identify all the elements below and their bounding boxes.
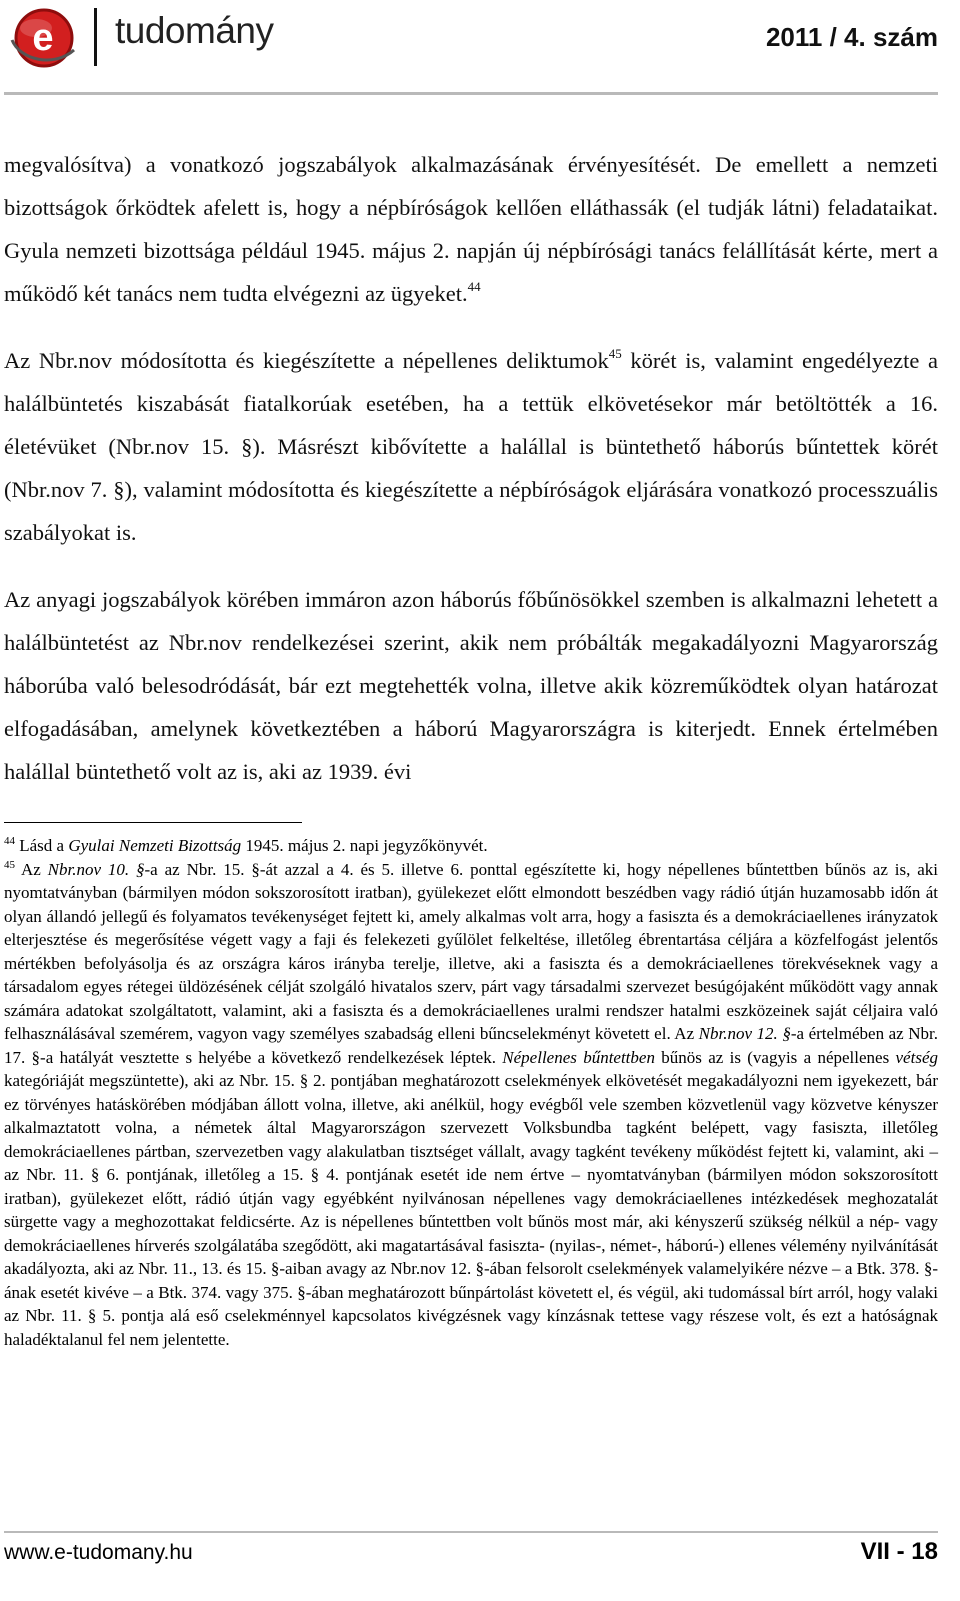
footnote-italic: Nbr.nov 12. § xyxy=(698,1024,791,1043)
footnote-45 xyxy=(4,858,938,1352)
paragraph xyxy=(4,578,938,793)
article-body xyxy=(4,143,938,817)
footnote-ref[interactable]: 45 xyxy=(608,346,622,361)
issue-number: 2011 / 4. szám xyxy=(765,22,938,52)
header-rule xyxy=(4,92,938,95)
footnote-italic: Népellenes bűntettben xyxy=(502,1047,655,1067)
paragraph-text: Az anyagi jogszabályok körében immáron azon háborús főbűnösökkel szemben is alkalmazni lehetett a halálbüntetést az Nbr.nov rendelkezései szerint, akik nem próbálták megakadályozni Magyarország háborúba való belesodródását, bár ezt megtehették volna, illetve akik közreműködtek olyan határozat elfogadásában, amelynek következtében a háború Magyarországra is kiterjedt. Ennek értelmében halállal büntethető volt az is, aki az 1939. évi xyxy=(4,587,938,784)
site-name: tudomány xyxy=(115,10,274,51)
footnote-italic: Nbr.nov 10. § xyxy=(47,859,145,879)
paragraph-text: Az Nbr.nov módosította és kiegészítette a népellenes deliktumok xyxy=(4,348,609,373)
footnotes xyxy=(4,834,938,1351)
site-url-link[interactable]: www.e-tudomany.hu xyxy=(4,1541,193,1564)
footnote-text: -a az Nbr. 15. §-át azzal a 4. és 5. illetve 6. ponttal egészítette ki, hogy népellenes bűntettben bűnös az is, aki nyomtatványban (bármilyen módon sokszorosított iratban), gyülekezet előtt elmondott beszédben vagy rádió útján huzamosabb időn át olyan állandó jellegű és folyamatos tevékenységet fejtett ki, amely alkalmas volt arra, hogy a fasiszta és a demokráciaellenes irányzatok elterjesztése és megerősítése végett vagy a faji és felekezeti gyűlölet felkeltése, illetőleg ébrentartása céljára a közfelfogást jelentős mértékben befolyásolja és az országra káros irányba terelje, illetve, aki a fasiszta és a demokráciaellenes törekvéseknek vagy a társadalom egyes rétegei üldözésének célját szolgáló hivatalos szerv, párt vagy társadalmi szervezet besúgójaként működött vagy annak számára adatokat szolgáltatott, valamint, aki a fasiszta és a demokráciaellenes uralmi rendszer hatalmi eszközeinek saját céljaira való felhasználásával szemérem, vagyon vagy személyes szabadság elleni bűncselekményt követett el. Az xyxy=(4,859,938,1043)
footnote-italic: Gyulai Nemzeti Bizottság xyxy=(68,836,242,855)
paragraph xyxy=(4,143,938,315)
paragraph xyxy=(4,339,938,554)
footer-rule xyxy=(4,1531,938,1533)
footnote-text: Lásd a xyxy=(15,836,69,855)
footnote-text: Az xyxy=(15,859,48,879)
footnote-text: kategóriáját megszüntette), aki az Nbr. 15. § 2. pontjában meghatározott cselekmények elkövetését megakadályozni nem igyekezett, bár ez törvényes hatáskörében módjában állott volna, illetve, aki anélkül, hogy evégből vele szemben közvetlenül vagy közvetve kényszer alkalmaztatott volna, a németek által Magyarországon szervezett Volksbundba tagként belépett, vagy fasiszta, illetőleg demokráciaellenes pártban, szervezetben vagy alakulatban tisztséget vállalt, avagy tagként tevékeny működést fejtett ki, valamint, aki – az Nbr. 11. § 6. pontjának, illetőleg a 15. § 4. pontjának esetét ide nem értve – nyomtatványban (bármilyen módon sokszorosított iratban), gyülekezet előtt, rádió útján vagy egyébként nyilvánosan népellenes vagy demokráciaellenes intézkedések meghozatalát sürgette vagy a meghozottakat feldicsérte. Az is népellenes bűntettben volt bűnös most már, aki kényszerű szükség nélkül a nép- vagy demokráciaellenes hírverés szolgálatába szegődött, aki magatartásával fasiszta- (nyilas-, német-, háború-) ellenes vélemény nyilvánítását akadályozta, aki az Nbr. 11., 13. és 15. §-aiban avagy az Nbr.nov 12. §-ában felsorolt cselekmények valamelyikére nézve – a Btk. 378. §-ának esetét kivéve – a Btk. 374. vagy 375. §-ában meghatározott bűnpártolást követett el, és végül, aki tudomással bírt arról, hogy valaki az Nbr. 11. § 5. pontja alá eső cselekménnyel kapcsolatos kivégzésnek vagy kínzásnak tettese vagy részese volt, és ezt a hatóságnak haladéktalanul fel nem jelentette. xyxy=(4,1071,938,1349)
footnote-text: -a értelmében az Nbr. 17. §-a hatályát vesztette s helyébe a következő rendelkezések léptek. xyxy=(4,1024,938,1067)
footnote-text: bűnös az is (vagyis a népellenes xyxy=(654,1047,896,1067)
footnote-text: 1945. május 2. napi jegyzőkönyvét. xyxy=(241,836,488,855)
paragraph-text: körét is, valamint engedélyezte a halálbüntetés kiszabását fiatalkorúak esetében, ha a tettük elkövetésekor már betöltötték a 16. életévüket (Nbr.nov 15. §). Másrészt kibővítette a halállal is büntethető háborús bűntettek körét (Nbr.nov 7. §), valamint módosította és kiegészítette a népbíróságok eljárására vonatkozó processzuális szabályokat is. xyxy=(4,348,939,545)
footnote-number: 44 xyxy=(4,835,15,847)
footnote-italic: vétség xyxy=(895,1047,938,1067)
footnote-separator xyxy=(4,822,302,823)
footnote-ref[interactable]: 44 xyxy=(467,279,481,294)
header-divider xyxy=(94,8,97,66)
e-tudomany-logo-icon xyxy=(10,6,76,68)
footnote-number: 45 xyxy=(4,858,15,871)
page-header xyxy=(0,0,960,96)
logo-letter: e xyxy=(32,17,54,59)
footnote-44 xyxy=(4,834,938,858)
paragraph-text: megvalósítva) a vonatkozó jogszabályok alkalmazásának érvényesítését. De emellett a nemzeti bizottságok őrködtek afelett is, hogy a népbíróságok kellően elláthassák (el tudják látni) feladataikat. Gyula nemzeti bizottsága például 1945. május 2. napján új népbírósági tanács felállítását kérte, mert a működő két tanács nem tudta elvégezni az ügyeket. xyxy=(4,152,938,306)
page-number: VII - 18 xyxy=(860,1538,938,1565)
